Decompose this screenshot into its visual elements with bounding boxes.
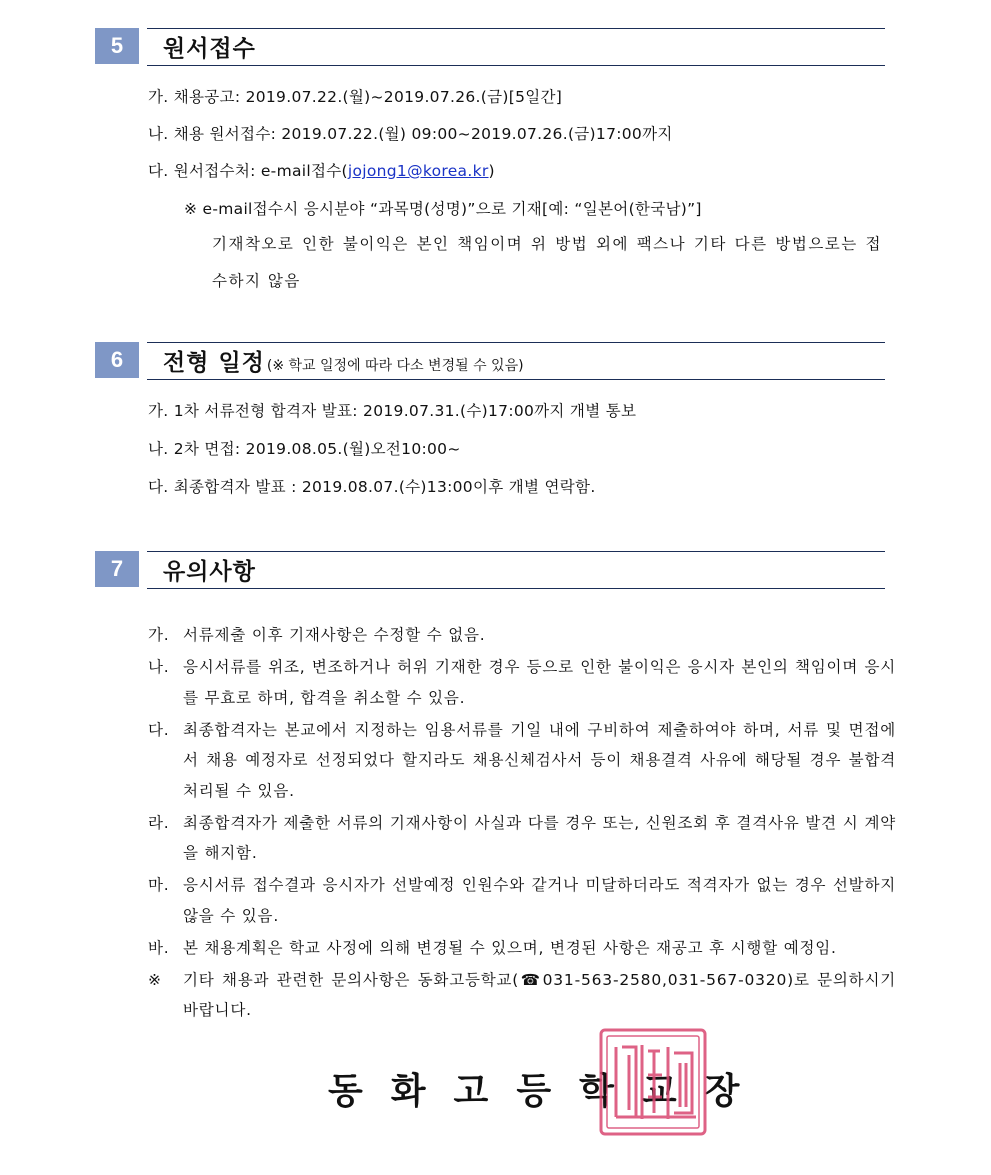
header-rule-top (147, 551, 885, 552)
section6-line-1: 가. 1차 서류전형 합격자 발표: 2019.07.31.(수)17:00까지 개별 통보 (148, 402, 637, 420)
email-close: ) (488, 162, 495, 180)
principal-signature: 동화고등학교장 (328, 1070, 768, 1112)
section-number-badge: 6 (95, 342, 139, 378)
item-text: 서류제출 이후 기재사항은 수정할 수 없음. (183, 626, 486, 644)
item-text: 기타 채용과 관련한 문의사항은 동화고등학교(☎031-563-2580,031-567-0320)로 문의하시기 바랍니다. (183, 970, 896, 1019)
notice-item (148, 808, 896, 869)
section5-line-1: 가. 채용공고: 2019.07.22.(월)~2019.07.26.(금)[5일간] (148, 88, 563, 106)
notice-list (148, 620, 896, 1027)
section6-line-2: 나. 2차 면접: 2019.08.05.(월)오전10:00~ (148, 440, 461, 458)
item-text: 응시서류 접수결과 응시자가 선발예정 인원수와 같거나 미달하더라도 적격자가 없는 경우 선발하지 않을 수 있음. (183, 876, 896, 925)
notice-item (148, 715, 896, 807)
item-text: 응시서류를 위조, 변조하거나 허위 기재한 경우 등으로 인한 불이익은 응시자 본인의 책임이며 응시를 무효로 하며, 합격을 취소할 수 있음. (183, 658, 896, 707)
section5-line-3 (148, 159, 495, 181)
header-rule-bottom (147, 588, 885, 589)
header-rule-top (147, 28, 885, 29)
notice-item (148, 933, 896, 964)
item-text: 최종합격자는 본교에서 지정하는 임용서류를 기일 내에 구비하여 제출하여야 하며, 서류 및 면접에서 채용 예정자로 선정되었다 할지라도 채용신체검사서 등이 채용결격 사유에 해당될 경우 불합격 처리될 수 있음. (183, 720, 896, 800)
notice-item (148, 870, 896, 931)
item-text: 본 채용계획은 학교 사정에 의해 변경될 수 있으며, 변경된 사항은 재공고 후 시행할 예정임. (183, 938, 837, 957)
item-marker: 나. (148, 658, 170, 676)
item-marker: 마. (148, 876, 170, 894)
item-marker: 바. (148, 938, 170, 957)
section-number-badge: 5 (95, 28, 139, 64)
official-seal-icon (596, 1025, 710, 1139)
notice-item (148, 965, 896, 1026)
section-title: 유의사항 (163, 559, 256, 585)
header-rule-bottom (147, 65, 885, 66)
section-7-header (95, 551, 885, 589)
section-subtitle: (※ 학교 일정에 따라 다소 변경될 수 있음) (266, 358, 524, 374)
notice-item (148, 620, 896, 651)
section5-line-2: 나. 채용 원서접수: 2019.07.22.(월) 09:00~2019.07.26.(금)17:00까지 (148, 125, 673, 143)
email-label: 다. 원서접수처: e-mail접수( (148, 162, 348, 180)
email-link[interactable]: jojong1@korea.kr (347, 162, 489, 180)
section5-note-line: ※ e-mail접수시 응시분야 “과목명(성명)”으로 기재[예: “일본어(한국남)”] (184, 200, 702, 218)
item-marker: 다. (148, 720, 170, 739)
section-title: 원서접수 (163, 36, 256, 62)
header-rule-bottom (147, 379, 885, 380)
section6-line-3: 다. 최종합격자 발표 : 2019.08.07.(수)13:00이후 개별 연락함. (148, 478, 596, 496)
item-marker: ※ (148, 970, 162, 989)
item-marker: 가. (148, 626, 170, 644)
section-6-header (95, 342, 885, 380)
notice-item (148, 652, 896, 713)
section-5-header (95, 28, 885, 66)
header-rule-top (147, 342, 885, 343)
section-title-text: 전형 일정 (163, 350, 265, 376)
item-marker: 라. (148, 813, 170, 832)
item-text: 최종합격자가 제출한 서류의 기재사항이 사실과 다를 경우 또는, 신원조회 후 결격사유 발견 시 계약을 해지함. (183, 813, 896, 862)
section5-note-text: 기재착오로 인한 불이익은 본인 책임이며 위 방법 외에 팩스나 기타 다른 방법으로는 접수하지 않음 (212, 235, 882, 290)
section-number-badge: 7 (95, 551, 139, 587)
section-title (163, 344, 524, 377)
